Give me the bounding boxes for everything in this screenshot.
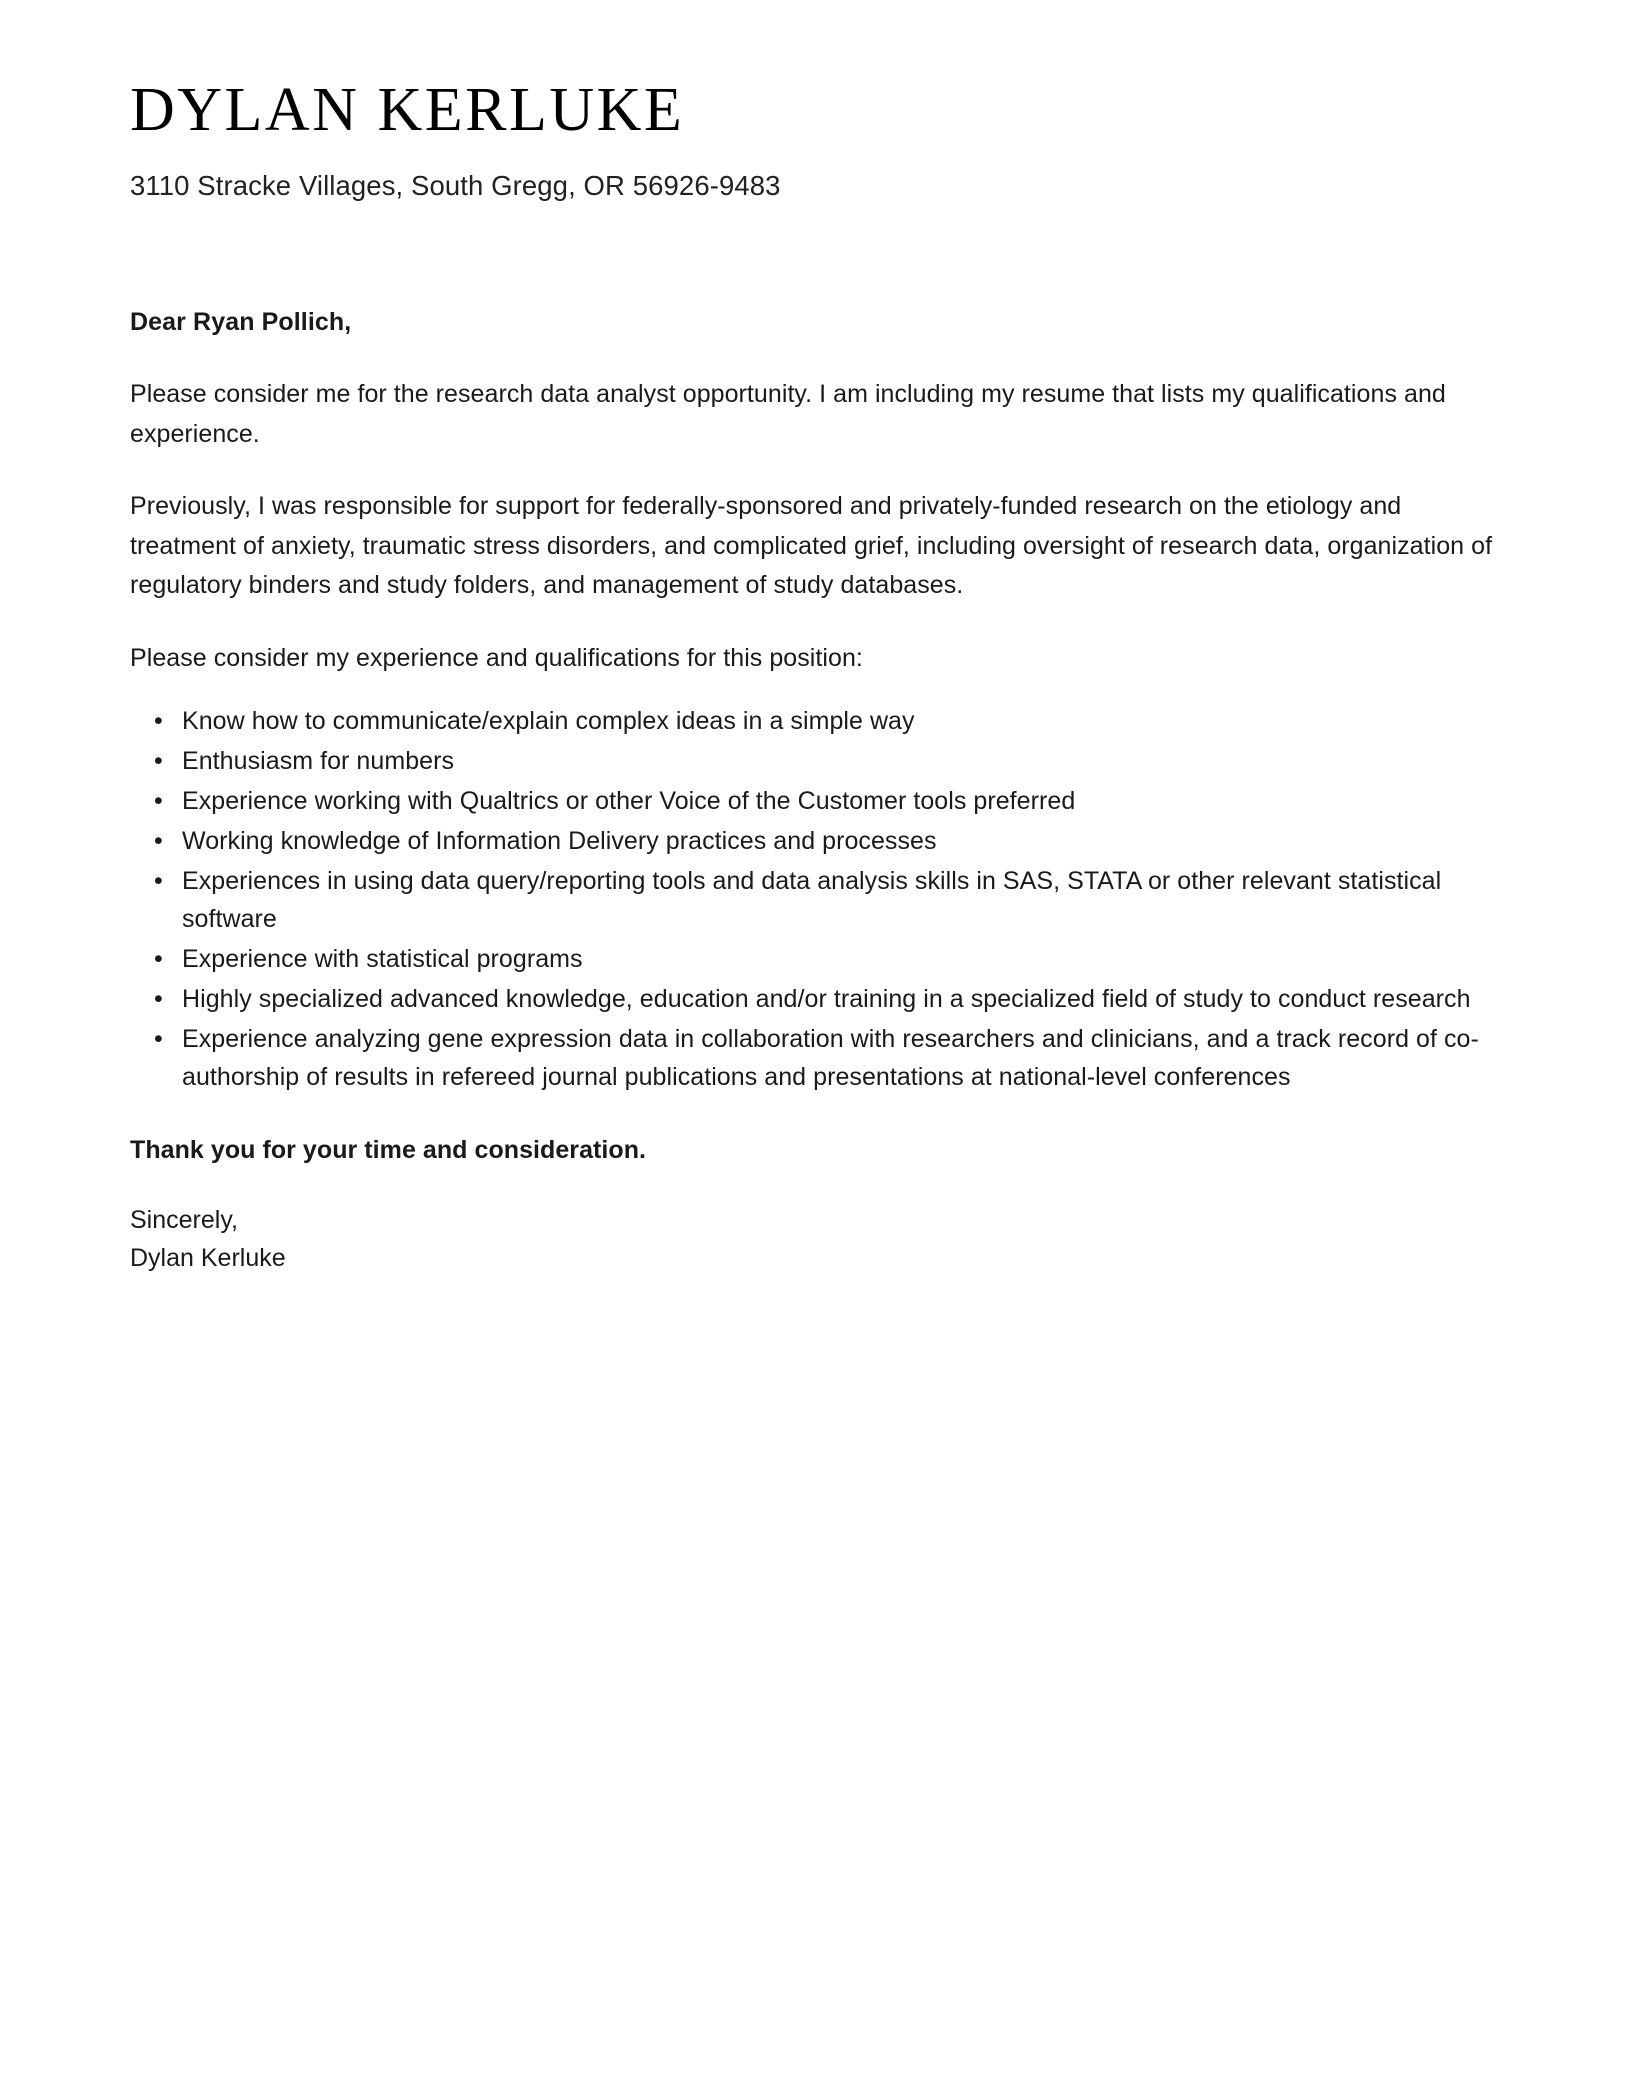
list-item: • Enthusiasm for numbers: [130, 742, 1500, 780]
list-item: • Experiences in using data query/reporting tools and data analysis skills in SAS, STATA or other relevant statistical software: [130, 862, 1500, 938]
paragraph-intro: Please consider me for the research data analyst opportunity. I am including my resume that lists my qualifications and experience.: [130, 380, 1446, 448]
list-item: • Working knowledge of Information Delivery practices and processes: [130, 822, 1500, 860]
list-item: • Know how to communicate/explain complex ideas in a simple way: [130, 702, 1500, 740]
sign-off: Sincerely,: [130, 1206, 238, 1235]
list-item: • Experience with statistical programs: [130, 940, 1500, 978]
contact-address: 3110 Stracke Villages, South Gregg, OR 56926-9483: [130, 170, 781, 202]
signature-name: Dylan Kerluke: [130, 1244, 286, 1273]
salutation: Dear Ryan Pollich,: [130, 308, 352, 337]
paragraph-experience: Previously, I was responsible for support for federally-sponsored and privately-funded research on the etiology and treatment of anxiety, traumatic stress disorders, and complicated grief, including oversight of research data, organization of regulatory binders and study folders, and management of study databases.: [130, 492, 1493, 600]
list-item: • Highly specialized advanced knowledge, education and/or training in a specialized field of study to conduct research: [130, 980, 1500, 1018]
qualifications-list: [130, 702, 1500, 1096]
thank-you-line: Thank you for your time and consideration.: [130, 1136, 647, 1165]
cover-letter: [130, 78, 1500, 1277]
qualifications-intro: Please consider my experience and qualifications for this position:: [130, 643, 863, 672]
list-item: • Experience analyzing gene expression data in collaboration with researchers and clinicians, and a track record of co-authorship of results in refereed journal publications and presentations at national-level conferences: [130, 1020, 1500, 1096]
closing-block: [130, 1201, 1500, 1277]
letter-body: [130, 308, 1500, 1277]
page-title: DYLAN KERLUKE: [130, 76, 685, 144]
list-item: • Experience working with Qualtrics or other Voice of the Customer tools preferred: [130, 782, 1500, 820]
